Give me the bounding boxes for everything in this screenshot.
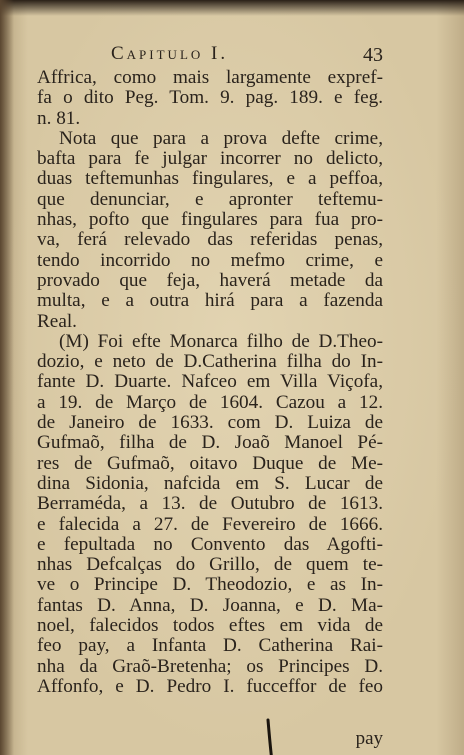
text-line: dina Sidonia, nafcida em S. Lucar de <box>37 472 383 494</box>
text-line: Affonfo, e D. Pedro I. fucceffor de feo <box>37 675 383 697</box>
text-line: nha da Graõ-Bretenha; os Principes D. <box>37 655 383 677</box>
text-line: n. 81. <box>37 107 81 129</box>
text-line: Nota que para a prova defte crime, <box>59 127 383 149</box>
text-line: a 19. de Março de 1604. Cazou a 12. <box>37 391 383 413</box>
text-line: que denunciar, e apronter teftemu- <box>37 188 383 210</box>
text-line: res de Gufmaõ, oitavo Duque de Me- <box>37 452 383 474</box>
text-line: fa o dito Peg. Tom. 9. pag. 189. e feg. <box>37 87 383 109</box>
text-line: multa, e a outra hirá para a fazenda <box>37 290 383 312</box>
page-number: 43 <box>363 44 383 66</box>
running-header <box>37 38 383 68</box>
text-line: nhas, pofto que fingulares para fua pro- <box>37 209 383 231</box>
text-line: va, ferá relevado das referidas penas, <box>37 229 383 251</box>
text-line: feo pay, a Infanta D. Catherina Rai- <box>37 635 383 657</box>
text-line: dozio, e neto de D.Catherina filha do In- <box>37 351 383 373</box>
paragraph-continuation <box>37 68 383 129</box>
text-line: duas teftemunhas fingulares, e a peffoa, <box>37 168 383 190</box>
text-line: provado que feja, haverá metade da <box>37 269 383 291</box>
text-line: bafta para fe julgar incorrer no delicto, <box>37 148 383 170</box>
paragraph-nota <box>37 129 383 332</box>
text-line: fante D. Duarte. Nafceo em Villa Viçofa, <box>37 371 383 393</box>
text-line: Affrica, como mais largamente expref- <box>37 67 383 88</box>
text-line: ve o Principe D. Theodozio, e as In- <box>37 574 383 596</box>
catchword: pay <box>355 728 383 749</box>
text-line: noel, falecidos todos eftes em vida de <box>37 615 383 637</box>
text-line: nhas Defcalças do Grillo, de quem te- <box>37 554 383 576</box>
text-line: (M) Foi efte Monarca filho de D.Theo- <box>59 330 383 352</box>
text-line: tendo incorrido no mefmo crime, e <box>37 249 383 271</box>
text-line: fantas D. Anna, D. Joanna, e D. Ma- <box>37 594 383 616</box>
text-line: Berraméda, a 13. de Outubro de 1613. <box>37 493 383 515</box>
text-line: e falecida a 27. de Fevereiro de 1666. <box>37 513 383 535</box>
text-line: Gufmaõ, filha de D. Joaõ Manoel Pé- <box>37 432 383 454</box>
chapter-heading: Capitulo I. <box>111 43 229 64</box>
handwritten-pen-mark <box>265 718 275 755</box>
text-line: e fepultada no Convento das Agofti- <box>37 533 383 555</box>
text-line: Real. <box>37 310 77 332</box>
page-left-edge-shadow <box>0 0 14 755</box>
text-line: de Janeiro de 1633. com D. Luiza de <box>37 412 383 434</box>
text-block <box>37 38 383 749</box>
footnote-m <box>37 332 383 697</box>
page-top-edge-shadow <box>0 0 464 16</box>
